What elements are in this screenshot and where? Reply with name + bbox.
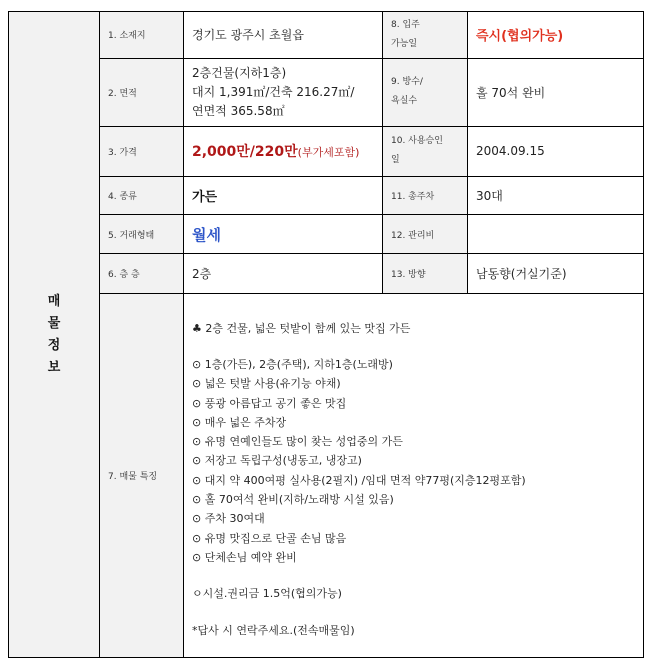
feature-item: ⊙ 1층(가든), 2층(주택), 지하1층(노래방) (192, 357, 393, 371)
move-in-label-line1: 8. 입주 (391, 19, 420, 30)
type-label: 4. 종류 (100, 176, 184, 214)
side-title (9, 12, 100, 658)
feature-item: ⊙ 풍광 아름답고 공기 좋은 맛집 (192, 396, 347, 410)
table-row (9, 254, 644, 293)
approval-label-line2: 일 (391, 155, 400, 166)
feature-item: ⊙ 매우 넓은 주차장 (192, 415, 287, 429)
feature-item: ⊙ 넓은 텃발 사용(유기능 야채) (192, 377, 341, 391)
deal-type-value (184, 214, 383, 253)
facility-fee-note: ㅇ시설.권리금 1.5억(협의가능) (192, 587, 342, 601)
price-main: 2,000만/220만 (192, 144, 298, 161)
location-value: 경기도 광주시 초월읍 (184, 12, 383, 59)
table-row (9, 12, 644, 59)
feature-item: ⊙ 주차 30여대 (192, 512, 265, 526)
property-info-table (8, 11, 644, 658)
area-line: 대지 1,391㎡/건축 216.27㎡/ (192, 84, 355, 99)
features-cell (184, 293, 644, 657)
maintenance-fee-label: 12. 관리비 (383, 214, 468, 253)
deal-type-value-text: 월세 (192, 225, 221, 244)
side-title-char: 보 (47, 359, 61, 375)
approval-date-label (383, 126, 468, 176)
features-label: 7. 매물 특징 (100, 293, 184, 657)
maintenance-fee-value (468, 214, 644, 253)
deal-type-label: 5. 거래형태 (100, 214, 184, 253)
contact-note: *답사 시 연락주세요.(전속매물임) (192, 623, 355, 637)
move-in-label-line2: 가능일 (391, 38, 418, 49)
location-label: 1. 소재지 (100, 12, 184, 59)
floor-value: 2층 (184, 254, 383, 293)
spacer (192, 567, 643, 584)
side-title-char: 정 (47, 337, 61, 353)
floor-label: 6. 층 층 (100, 254, 184, 293)
type-value (184, 176, 383, 214)
move-in-value (468, 12, 644, 59)
rooms-value: 홀 70석 완비 (468, 58, 644, 126)
side-title-char: 물 (47, 315, 61, 331)
direction-value: 남동향(거실기준) (468, 254, 644, 293)
rooms-label (383, 58, 468, 126)
move-in-label (383, 12, 468, 59)
area-line: 2층건물(지하1층) (192, 65, 287, 80)
area-value (184, 58, 383, 126)
feature-item: ⊙ 대지 약 400여평 실사용(2필지) /임대 면적 약77평(지층12평포함) (192, 473, 526, 487)
direction-label: 13. 방향 (383, 254, 468, 293)
table-row (9, 126, 644, 176)
feature-item: ⊙ 단체손님 예약 완비 (192, 550, 297, 564)
table-row (9, 58, 644, 126)
price-value (184, 126, 383, 176)
rooms-label-line1: 9. 방수/ (391, 77, 423, 88)
spacer (192, 604, 643, 621)
area-line: 연면적 365.58㎡ (192, 103, 285, 118)
approval-date-value: 2004.09.15 (468, 126, 644, 176)
spacer (192, 338, 643, 355)
parking-value: 30대 (468, 176, 644, 214)
parking-label: 11. 총주차 (383, 176, 468, 214)
price-note: (부가세포함) (297, 146, 360, 160)
feature-item: ⊙ 유명 연예인들도 많이 찾는 성업중의 가든 (192, 435, 403, 449)
side-title-char: 매 (47, 293, 61, 309)
features-headline: ♣ 2층 건물, 넓은 텃밭이 함께 있는 맛집 가든 (192, 321, 411, 335)
type-value-text: 가든 (192, 189, 218, 205)
rooms-label-line2: 욕실수 (391, 96, 418, 107)
move-in-value-text: 즉시(협의가능) (476, 29, 564, 45)
feature-item: ⊙ 유명 맛집으로 단골 손님 많음 (192, 531, 347, 545)
approval-label-line1: 10. 사용승인 (391, 136, 443, 147)
feature-item: ⊙ 홀 70여석 완비(지하/노래방 시설 있음) (192, 493, 394, 507)
table-row (9, 176, 644, 214)
price-label: 3. 가격 (100, 126, 184, 176)
table-row (9, 293, 644, 657)
table-row (9, 214, 644, 253)
feature-item: ⊙ 저장고 독립구성(냉동고, 냉장고) (192, 454, 362, 468)
area-label: 2. 면적 (100, 58, 184, 126)
